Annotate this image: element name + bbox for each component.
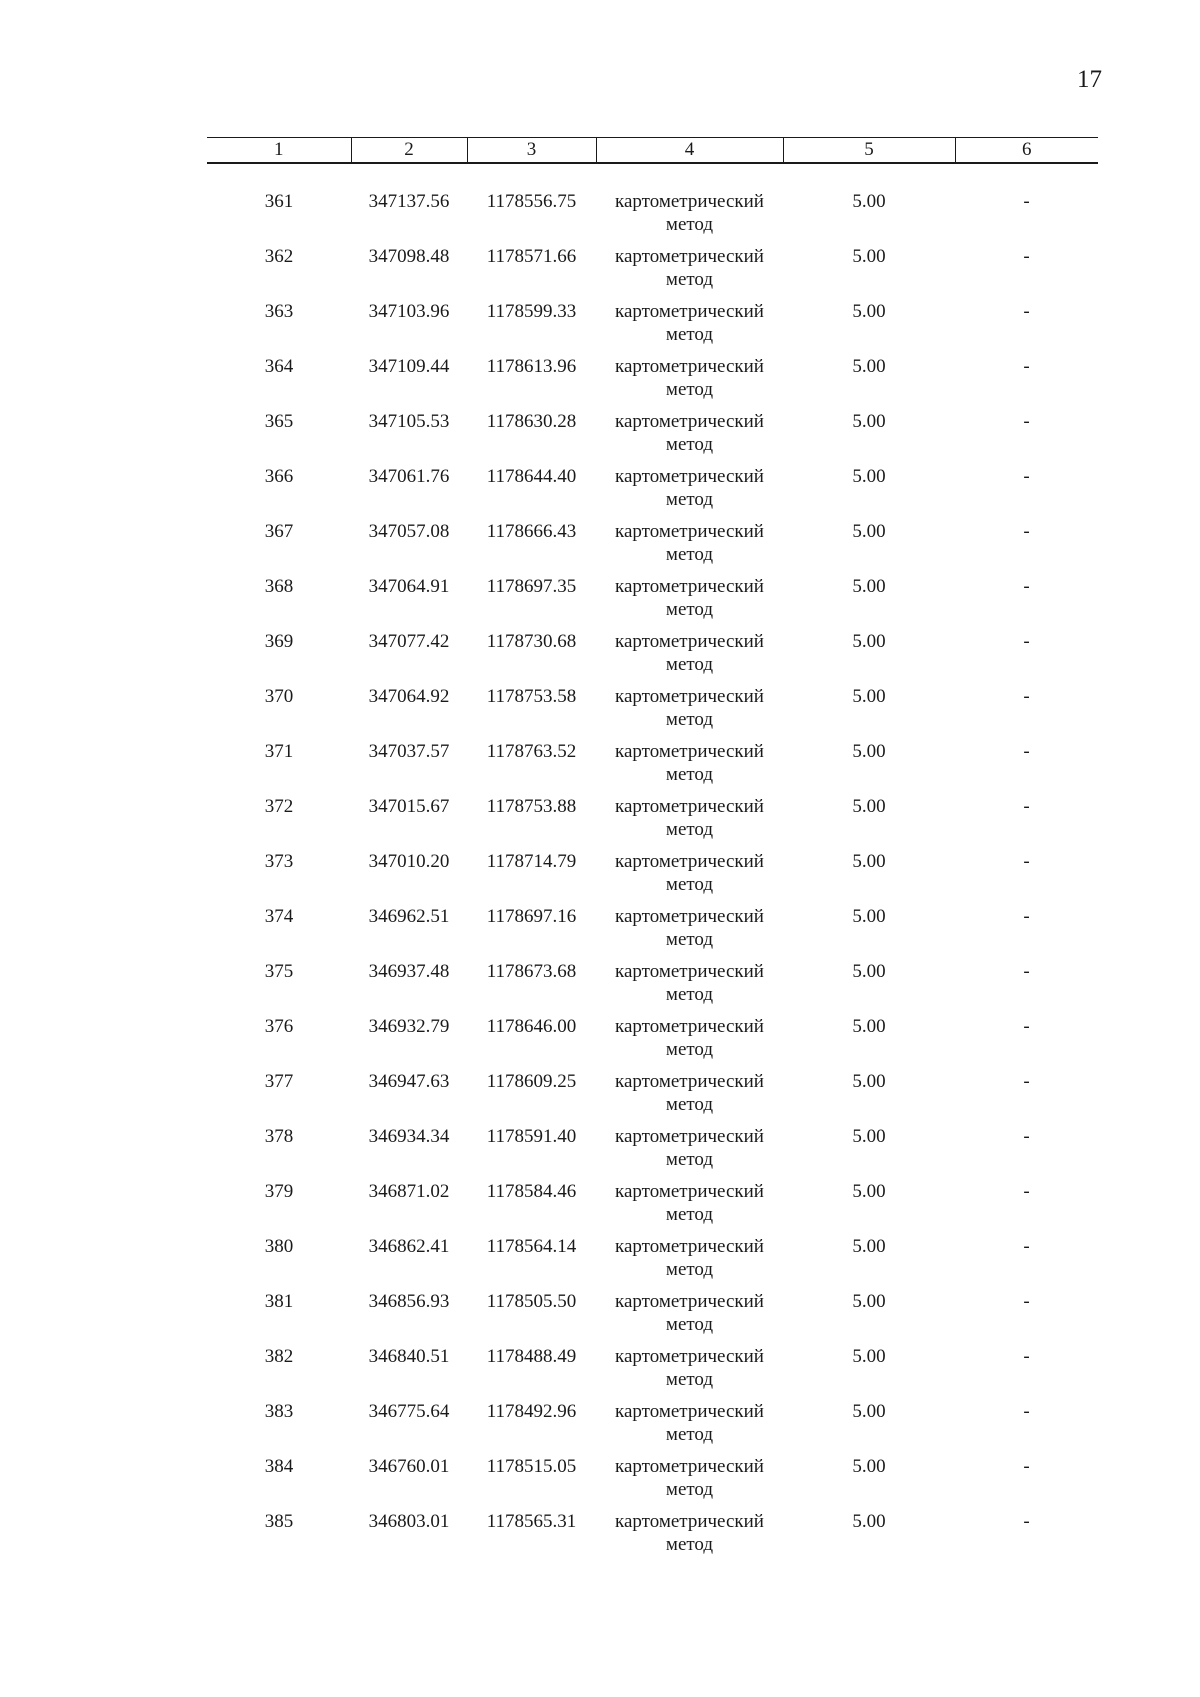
accuracy-value: 5.00 bbox=[852, 1401, 886, 1422]
accuracy-value: 5.00 bbox=[852, 576, 886, 597]
coordinate-x: 346856.93 bbox=[368, 1291, 450, 1312]
method-line-2: метод bbox=[665, 434, 714, 455]
accuracy-value: 5.00 bbox=[852, 631, 886, 652]
table-spacer bbox=[207, 163, 1098, 190]
method-line-1: картометрический bbox=[615, 1511, 764, 1532]
method-line-2: метод bbox=[665, 984, 714, 1005]
table-row bbox=[207, 355, 1098, 410]
point-number: 380 bbox=[264, 1236, 294, 1257]
table-row bbox=[207, 190, 1098, 245]
method-line-2: метод bbox=[665, 1534, 714, 1555]
method-line-2: метод bbox=[665, 489, 714, 510]
point-number: 373 bbox=[264, 851, 294, 872]
method-cell bbox=[596, 1015, 783, 1070]
method-line-1: картометрический bbox=[615, 576, 764, 597]
coordinate-x: 346937.48 bbox=[368, 961, 450, 982]
accuracy-value: 5.00 bbox=[852, 1181, 886, 1202]
point-number: 367 bbox=[264, 521, 294, 542]
table-row bbox=[207, 740, 1098, 795]
method-line-2: метод bbox=[665, 1094, 714, 1115]
point-number: 370 bbox=[264, 686, 294, 707]
coordinate-y: 1178488.49 bbox=[486, 1346, 577, 1367]
method-cell bbox=[596, 795, 783, 850]
point-number: 376 bbox=[264, 1016, 294, 1037]
method-line-1: картометрический bbox=[615, 1456, 764, 1477]
method-line-2: метод bbox=[665, 654, 714, 675]
note-value: - bbox=[1023, 356, 1030, 377]
method-line-2: метод bbox=[665, 1479, 714, 1500]
method-line-1: картометрический bbox=[615, 1401, 764, 1422]
accuracy-value: 5.00 bbox=[852, 686, 886, 707]
point-number: 383 bbox=[264, 1401, 294, 1422]
note-value: - bbox=[1023, 851, 1030, 872]
method-line-1: картометрический bbox=[615, 1016, 764, 1037]
method-cell bbox=[596, 960, 783, 1015]
method-cell bbox=[596, 1125, 783, 1180]
accuracy-value: 5.00 bbox=[852, 301, 886, 322]
coordinate-y: 1178556.75 bbox=[486, 191, 577, 212]
accuracy-value: 5.00 bbox=[852, 1016, 886, 1037]
method-line-2: метод bbox=[665, 379, 714, 400]
accuracy-value: 5.00 bbox=[852, 1071, 886, 1092]
method-line-2: метод bbox=[665, 214, 714, 235]
method-cell bbox=[596, 850, 783, 905]
note-value: - bbox=[1023, 906, 1030, 927]
point-number: 375 bbox=[264, 961, 294, 982]
coordinate-y: 1178564.14 bbox=[486, 1236, 577, 1257]
method-line-2: метод bbox=[665, 1424, 714, 1445]
method-line-2: метод bbox=[665, 1039, 714, 1060]
point-number: 378 bbox=[264, 1126, 294, 1147]
method-cell bbox=[596, 905, 783, 960]
method-line-1: картометрический bbox=[615, 1126, 764, 1147]
accuracy-value: 5.00 bbox=[852, 246, 886, 267]
accuracy-value: 5.00 bbox=[852, 1456, 886, 1477]
note-value: - bbox=[1023, 191, 1030, 212]
table-row bbox=[207, 1455, 1098, 1510]
note-value: - bbox=[1023, 631, 1030, 652]
header-col-2: 2 bbox=[351, 138, 467, 164]
method-line-1: картометрический bbox=[615, 851, 764, 872]
method-line-1: картометрический bbox=[615, 741, 764, 762]
table-row bbox=[207, 850, 1098, 905]
coordinate-y: 1178697.35 bbox=[486, 576, 577, 597]
table-row bbox=[207, 575, 1098, 630]
table-row bbox=[207, 685, 1098, 740]
method-cell bbox=[596, 300, 783, 355]
method-line-1: картометрический bbox=[615, 466, 764, 487]
method-line-1: картометрический bbox=[615, 796, 764, 817]
method-line-2: метод bbox=[665, 269, 714, 290]
method-cell bbox=[596, 1455, 783, 1510]
coordinate-y: 1178753.88 bbox=[486, 796, 577, 817]
header-col-1: 1 bbox=[207, 138, 351, 164]
method-cell bbox=[596, 1510, 783, 1565]
method-cell bbox=[596, 1290, 783, 1345]
point-number: 379 bbox=[264, 1181, 294, 1202]
coordinate-y: 1178644.40 bbox=[486, 466, 577, 487]
point-number: 371 bbox=[264, 741, 294, 762]
note-value: - bbox=[1023, 1291, 1030, 1312]
note-value: - bbox=[1023, 1236, 1030, 1257]
table-row bbox=[207, 1015, 1098, 1070]
table-row bbox=[207, 465, 1098, 520]
header-row bbox=[207, 138, 1098, 164]
coordinate-x: 347077.42 bbox=[368, 631, 450, 652]
method-line-1: картометрический bbox=[615, 191, 764, 212]
method-cell bbox=[596, 190, 783, 245]
method-line-2: метод bbox=[665, 544, 714, 565]
note-value: - bbox=[1023, 1016, 1030, 1037]
point-number: 363 bbox=[264, 301, 294, 322]
method-line-2: метод bbox=[665, 1259, 714, 1280]
note-value: - bbox=[1023, 411, 1030, 432]
method-line-1: картометрический bbox=[615, 1291, 764, 1312]
method-line-1: картометрический bbox=[615, 1236, 764, 1257]
accuracy-value: 5.00 bbox=[852, 1126, 886, 1147]
coordinate-y: 1178565.31 bbox=[486, 1511, 577, 1532]
accuracy-value: 5.00 bbox=[852, 1291, 886, 1312]
coordinate-x: 347064.91 bbox=[368, 576, 450, 597]
note-value: - bbox=[1023, 466, 1030, 487]
accuracy-value: 5.00 bbox=[852, 906, 886, 927]
coordinate-x: 347010.20 bbox=[368, 851, 450, 872]
note-value: - bbox=[1023, 1071, 1030, 1092]
accuracy-value: 5.00 bbox=[852, 796, 886, 817]
method-line-1: картометрический bbox=[615, 411, 764, 432]
coordinate-y: 1178630.28 bbox=[486, 411, 577, 432]
point-number: 361 bbox=[264, 191, 294, 212]
point-number: 377 bbox=[264, 1071, 294, 1092]
table-row bbox=[207, 1180, 1098, 1235]
coordinate-y: 1178505.50 bbox=[486, 1291, 577, 1312]
table-row bbox=[207, 795, 1098, 850]
table-row bbox=[207, 960, 1098, 1015]
method-cell bbox=[596, 685, 783, 740]
point-number: 372 bbox=[264, 796, 294, 817]
accuracy-value: 5.00 bbox=[852, 1346, 886, 1367]
note-value: - bbox=[1023, 246, 1030, 267]
method-line-2: метод bbox=[665, 1314, 714, 1335]
note-value: - bbox=[1023, 741, 1030, 762]
coordinate-x: 346760.01 bbox=[368, 1456, 450, 1477]
header-col-5: 5 bbox=[783, 138, 955, 164]
point-number: 362 bbox=[264, 246, 294, 267]
method-line-2: метод bbox=[665, 599, 714, 620]
method-cell bbox=[596, 520, 783, 575]
coordinate-y: 1178613.96 bbox=[486, 356, 577, 377]
coordinate-y: 1178646.00 bbox=[486, 1016, 577, 1037]
table-row bbox=[207, 905, 1098, 960]
coordinate-x: 346962.51 bbox=[368, 906, 450, 927]
method-line-1: картометрический bbox=[615, 301, 764, 322]
note-value: - bbox=[1023, 1126, 1030, 1147]
coordinate-y: 1178515.05 bbox=[486, 1456, 577, 1477]
coordinate-y: 1178571.66 bbox=[486, 246, 577, 267]
coordinate-y: 1178599.33 bbox=[486, 301, 577, 322]
header-col-4: 4 bbox=[596, 138, 783, 164]
coordinate-y: 1178697.16 bbox=[486, 906, 577, 927]
note-value: - bbox=[1023, 576, 1030, 597]
accuracy-value: 5.00 bbox=[852, 466, 886, 487]
table-row bbox=[207, 1125, 1098, 1180]
method-line-1: картометрический bbox=[615, 961, 764, 982]
coordinate-x: 346803.01 bbox=[368, 1511, 450, 1532]
method-cell bbox=[596, 1345, 783, 1400]
coordinate-x: 347037.57 bbox=[368, 741, 450, 762]
coordinate-x: 346775.64 bbox=[368, 1401, 450, 1422]
note-value: - bbox=[1023, 796, 1030, 817]
page-number: 17 bbox=[1077, 66, 1102, 93]
method-line-1: картометрический bbox=[615, 246, 764, 267]
coordinates-table bbox=[207, 137, 1098, 1565]
table-body bbox=[207, 163, 1098, 1565]
method-line-2: метод bbox=[665, 324, 714, 345]
coordinate-x: 346862.41 bbox=[368, 1236, 450, 1257]
coordinate-x: 346947.63 bbox=[368, 1071, 450, 1092]
point-number: 382 bbox=[264, 1346, 294, 1367]
note-value: - bbox=[1023, 1346, 1030, 1367]
note-value: - bbox=[1023, 1511, 1030, 1532]
method-line-1: картометрический bbox=[615, 1181, 764, 1202]
table-row bbox=[207, 520, 1098, 575]
note-value: - bbox=[1023, 1181, 1030, 1202]
coordinate-x: 347057.08 bbox=[368, 521, 450, 542]
note-value: - bbox=[1023, 1401, 1030, 1422]
method-line-2: метод bbox=[665, 819, 714, 840]
coordinate-x: 346932.79 bbox=[368, 1016, 450, 1037]
method-line-2: метод bbox=[665, 929, 714, 950]
table-row bbox=[207, 1290, 1098, 1345]
method-cell bbox=[596, 410, 783, 465]
coordinate-y: 1178591.40 bbox=[486, 1126, 577, 1147]
method-line-1: картометрический bbox=[615, 631, 764, 652]
coordinate-x: 347064.92 bbox=[368, 686, 450, 707]
table-row bbox=[207, 1510, 1098, 1565]
accuracy-value: 5.00 bbox=[852, 356, 886, 377]
header-col-3: 3 bbox=[467, 138, 596, 164]
table-row bbox=[207, 245, 1098, 300]
coordinate-y: 1178492.96 bbox=[486, 1401, 577, 1422]
method-line-1: картометрический bbox=[615, 906, 764, 927]
accuracy-value: 5.00 bbox=[852, 741, 886, 762]
method-cell bbox=[596, 1180, 783, 1235]
coordinate-x: 346840.51 bbox=[368, 1346, 450, 1367]
table-row bbox=[207, 1400, 1098, 1455]
point-number: 384 bbox=[264, 1456, 294, 1477]
point-number: 385 bbox=[264, 1511, 294, 1532]
note-value: - bbox=[1023, 1456, 1030, 1477]
table-row bbox=[207, 1235, 1098, 1290]
method-line-2: метод bbox=[665, 1369, 714, 1390]
coordinate-y: 1178609.25 bbox=[486, 1071, 577, 1092]
method-cell bbox=[596, 1400, 783, 1455]
method-line-1: картометрический bbox=[615, 686, 764, 707]
coordinate-x: 347105.53 bbox=[368, 411, 450, 432]
method-line-2: метод bbox=[665, 764, 714, 785]
method-cell bbox=[596, 245, 783, 300]
coordinate-y: 1178673.68 bbox=[486, 961, 577, 982]
point-number: 374 bbox=[264, 906, 294, 927]
coordinate-x: 346871.02 bbox=[368, 1181, 450, 1202]
note-value: - bbox=[1023, 521, 1030, 542]
method-line-2: метод bbox=[665, 709, 714, 730]
coordinate-x: 347103.96 bbox=[368, 301, 450, 322]
note-value: - bbox=[1023, 961, 1030, 982]
method-cell bbox=[596, 630, 783, 685]
coordinate-y: 1178730.68 bbox=[486, 631, 577, 652]
method-line-2: метод bbox=[665, 1204, 714, 1225]
method-line-2: метод bbox=[665, 1149, 714, 1170]
note-value: - bbox=[1023, 301, 1030, 322]
accuracy-value: 5.00 bbox=[852, 961, 886, 982]
coordinate-x: 347137.56 bbox=[368, 191, 450, 212]
method-line-2: метод bbox=[665, 874, 714, 895]
point-number: 381 bbox=[264, 1291, 294, 1312]
coordinate-x: 347098.48 bbox=[368, 246, 450, 267]
coordinate-y: 1178763.52 bbox=[486, 741, 577, 762]
accuracy-value: 5.00 bbox=[852, 851, 886, 872]
table-header bbox=[207, 138, 1098, 164]
table-row bbox=[207, 630, 1098, 685]
accuracy-value: 5.00 bbox=[852, 521, 886, 542]
point-number: 365 bbox=[264, 411, 294, 432]
point-number: 369 bbox=[264, 631, 294, 652]
method-cell bbox=[596, 1235, 783, 1290]
point-number: 366 bbox=[264, 466, 294, 487]
table-row bbox=[207, 300, 1098, 355]
accuracy-value: 5.00 bbox=[852, 1236, 886, 1257]
coordinate-x: 346934.34 bbox=[368, 1126, 450, 1147]
coordinate-y: 1178584.46 bbox=[486, 1181, 577, 1202]
table-row bbox=[207, 1345, 1098, 1400]
method-line-1: картометрический bbox=[615, 1071, 764, 1092]
method-cell bbox=[596, 465, 783, 520]
method-line-1: картометрический bbox=[615, 356, 764, 377]
method-cell bbox=[596, 575, 783, 630]
coordinate-y: 1178666.43 bbox=[486, 521, 577, 542]
note-value: - bbox=[1023, 686, 1030, 707]
coordinate-x: 347015.67 bbox=[368, 796, 450, 817]
accuracy-value: 5.00 bbox=[852, 411, 886, 432]
header-col-6: 6 bbox=[955, 138, 1098, 164]
method-cell bbox=[596, 740, 783, 795]
table-row bbox=[207, 410, 1098, 465]
point-number: 368 bbox=[264, 576, 294, 597]
accuracy-value: 5.00 bbox=[852, 1511, 886, 1532]
coordinate-x: 347061.76 bbox=[368, 466, 450, 487]
coordinate-y: 1178714.79 bbox=[486, 851, 577, 872]
method-line-1: картометрический bbox=[615, 521, 764, 542]
method-cell bbox=[596, 355, 783, 410]
method-cell bbox=[596, 1070, 783, 1125]
coordinate-y: 1178753.58 bbox=[486, 686, 577, 707]
accuracy-value: 5.00 bbox=[852, 191, 886, 212]
coordinate-x: 347109.44 bbox=[368, 356, 450, 377]
point-number: 364 bbox=[264, 356, 294, 377]
method-line-1: картометрический bbox=[615, 1346, 764, 1367]
table-row bbox=[207, 1070, 1098, 1125]
